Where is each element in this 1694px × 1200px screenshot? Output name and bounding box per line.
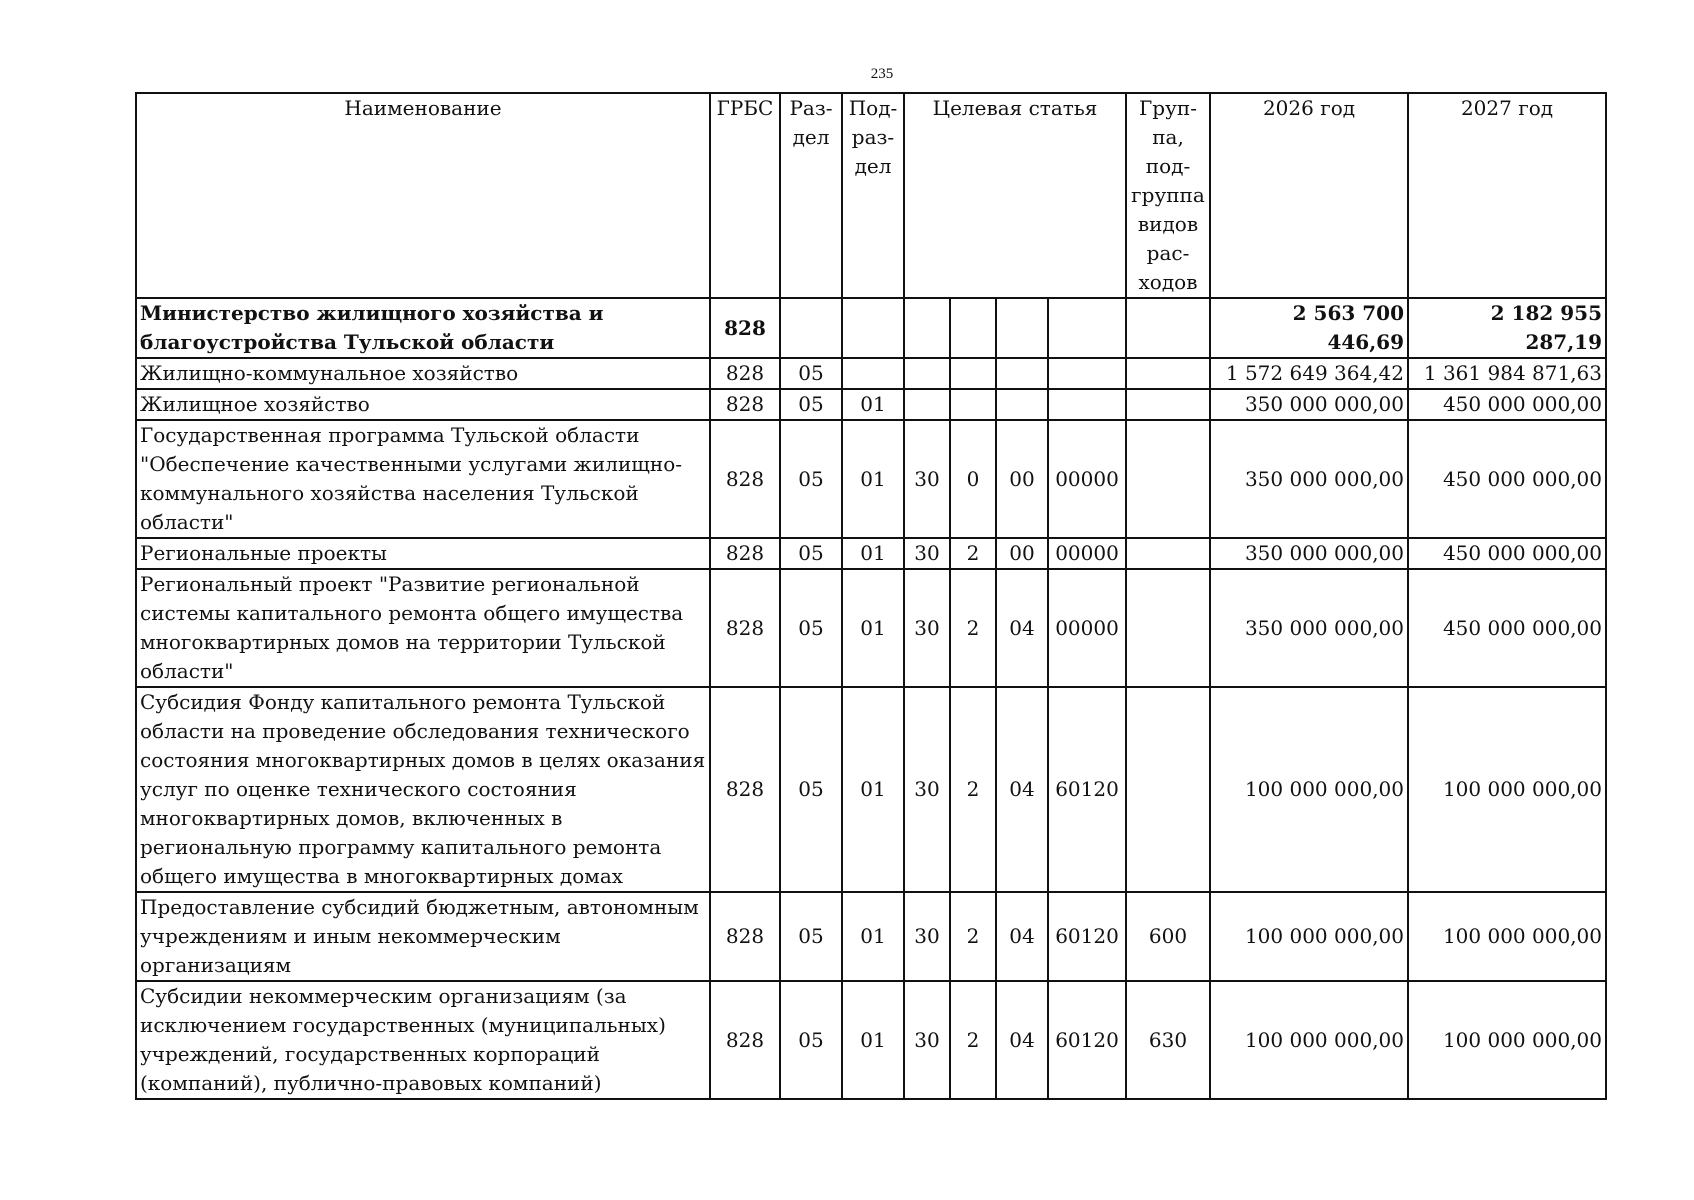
cell-razdel bbox=[780, 298, 842, 358]
cell-2026: 1 572 649 364,42 bbox=[1210, 358, 1408, 389]
cell-target-type bbox=[950, 389, 996, 420]
budget-table bbox=[135, 92, 1607, 1100]
cell-2027: 450 000 000,00 bbox=[1408, 420, 1606, 538]
cell-name: Жилищное хозяйство bbox=[136, 389, 710, 420]
cell-target-direction bbox=[1048, 389, 1126, 420]
cell-podrazdel: 01 bbox=[842, 389, 904, 420]
cell-target-structure: 04 bbox=[996, 569, 1048, 687]
cell-target-type: 2 bbox=[950, 687, 996, 892]
cell-2027: 1 361 984 871,63 bbox=[1408, 358, 1606, 389]
cell-2027: 100 000 000,00 bbox=[1408, 981, 1606, 1099]
cell-target-program: 30 bbox=[904, 538, 950, 569]
header-group-line: па, под- bbox=[1145, 125, 1191, 178]
cell-target-direction: 00000 bbox=[1048, 569, 1126, 687]
cell-group: 600 bbox=[1126, 892, 1210, 981]
cell-grbs: 828 bbox=[710, 981, 780, 1099]
cell-group bbox=[1126, 420, 1210, 538]
header-group bbox=[1126, 93, 1210, 298]
cell-target-structure bbox=[996, 389, 1048, 420]
cell-razdel: 05 bbox=[780, 389, 842, 420]
cell-target-direction: 00000 bbox=[1048, 538, 1126, 569]
cell-target-program: 30 bbox=[904, 892, 950, 981]
cell-grbs: 828 bbox=[710, 358, 780, 389]
cell-target-structure bbox=[996, 298, 1048, 358]
cell-target-program: 30 bbox=[904, 569, 950, 687]
cell-target-type bbox=[950, 298, 996, 358]
cell-podrazdel: 01 bbox=[842, 420, 904, 538]
cell-podrazdel: 01 bbox=[842, 981, 904, 1099]
cell-2027: 450 000 000,00 bbox=[1408, 538, 1606, 569]
cell-target-direction bbox=[1048, 358, 1126, 389]
header-name: Наименование bbox=[136, 93, 710, 298]
cell-grbs: 828 bbox=[710, 389, 780, 420]
cell-target-direction bbox=[1048, 298, 1126, 358]
cell-grbs: 828 bbox=[710, 420, 780, 538]
cell-name: Субсидия Фонду капитального ремонта Тульской области на проведение обследования технического состояния многоквартирных домов в целях оказания услуг по оценке технического состояния многоквартирных домов, включенных в региональную программу капитального ремонта общего имущества в многоквартирных домах bbox=[136, 687, 710, 892]
cell-2026: 350 000 000,00 bbox=[1210, 420, 1408, 538]
cell-2027: 450 000 000,00 bbox=[1408, 569, 1606, 687]
cell-2026: 100 000 000,00 bbox=[1210, 892, 1408, 981]
cell-target-program bbox=[904, 389, 950, 420]
cell-group bbox=[1126, 358, 1210, 389]
cell-target-direction: 60120 bbox=[1048, 892, 1126, 981]
cell-grbs: 828 bbox=[710, 538, 780, 569]
table-row bbox=[136, 298, 1606, 358]
cell-razdel: 05 bbox=[780, 892, 842, 981]
cell-2026: 350 000 000,00 bbox=[1210, 569, 1408, 687]
cell-razdel: 05 bbox=[780, 420, 842, 538]
header-podrazdel-line: дел bbox=[854, 154, 892, 178]
cell-group bbox=[1126, 687, 1210, 892]
cell-target-structure: 04 bbox=[996, 892, 1048, 981]
cell-2026: 100 000 000,00 bbox=[1210, 981, 1408, 1099]
cell-name: Предоставление субсидий бюджетным, автономным учреждениям и иным некоммерческим организациям bbox=[136, 892, 710, 981]
table-row bbox=[136, 358, 1606, 389]
cell-target-type: 2 bbox=[950, 569, 996, 687]
cell-target-program: 30 bbox=[904, 420, 950, 538]
header-target: Целевая статья bbox=[904, 93, 1126, 298]
cell-name: Субсидии некоммерческим организациям (за исключением государственных (муниципальных) учреждений, государственных корпораций (компаний), публично-правовых компаний) bbox=[136, 981, 710, 1099]
cell-2026: 350 000 000,00 bbox=[1210, 538, 1408, 569]
cell-grbs: 828 bbox=[710, 892, 780, 981]
cell-podrazdel: 01 bbox=[842, 892, 904, 981]
header-group-line: видов bbox=[1137, 212, 1199, 236]
header-group-line: Груп- bbox=[1139, 96, 1197, 120]
cell-2026: 350 000 000,00 bbox=[1210, 389, 1408, 420]
table-row bbox=[136, 569, 1606, 687]
header-2027: 2027 год bbox=[1408, 93, 1606, 298]
table-row bbox=[136, 892, 1606, 981]
cell-target-type: 0 bbox=[950, 420, 996, 538]
cell-target-type: 2 bbox=[950, 892, 996, 981]
table-row bbox=[136, 538, 1606, 569]
cell-podrazdel: 01 bbox=[842, 687, 904, 892]
cell-podrazdel bbox=[842, 358, 904, 389]
cell-target-structure: 00 bbox=[996, 538, 1048, 569]
header-podrazdel-line: раз- bbox=[851, 125, 895, 149]
cell-name: Министерство жилищного хозяйства и благоустройства Тульской области bbox=[136, 298, 710, 358]
header-row bbox=[136, 93, 1606, 298]
cell-razdel: 05 bbox=[780, 569, 842, 687]
cell-2027: 450 000 000,00 bbox=[1408, 389, 1606, 420]
cell-target-direction: 00000 bbox=[1048, 420, 1126, 538]
cell-name: Региональный проект "Развитие региональной системы капитального ремонта общего имущества многоквартирных домов на территории Тульской области" bbox=[136, 569, 710, 687]
cell-group: 630 bbox=[1126, 981, 1210, 1099]
cell-razdel: 05 bbox=[780, 358, 842, 389]
header-podrazdel-line: Под- bbox=[848, 96, 898, 120]
header-grbs: ГРБС bbox=[710, 93, 780, 298]
cell-target-direction: 60120 bbox=[1048, 981, 1126, 1099]
header-razdel-line: дел bbox=[792, 125, 830, 149]
cell-grbs: 828 bbox=[710, 687, 780, 892]
cell-target-type: 2 bbox=[950, 981, 996, 1099]
cell-name: Государственная программа Тульской области "Обеспечение качественными услугами жилищно-коммунального хозяйства населения Тульской области" bbox=[136, 420, 710, 538]
cell-target-structure: 04 bbox=[996, 687, 1048, 892]
cell-2027: 2 182 955 287,19 bbox=[1408, 298, 1606, 358]
table-row bbox=[136, 687, 1606, 892]
cell-target-structure: 04 bbox=[996, 981, 1048, 1099]
cell-target-structure bbox=[996, 358, 1048, 389]
cell-target-type: 2 bbox=[950, 538, 996, 569]
cell-podrazdel: 01 bbox=[842, 538, 904, 569]
cell-2026: 2 563 700 446,69 bbox=[1210, 298, 1408, 358]
cell-2027: 100 000 000,00 bbox=[1408, 687, 1606, 892]
cell-target-structure: 00 bbox=[996, 420, 1048, 538]
cell-group bbox=[1126, 538, 1210, 569]
cell-name: Региональные проекты bbox=[136, 538, 710, 569]
table-row bbox=[136, 389, 1606, 420]
cell-2026: 100 000 000,00 bbox=[1210, 687, 1408, 892]
header-2026: 2026 год bbox=[1210, 93, 1408, 298]
cell-2027: 100 000 000,00 bbox=[1408, 892, 1606, 981]
table-row bbox=[136, 981, 1606, 1099]
cell-razdel: 05 bbox=[780, 538, 842, 569]
cell-podrazdel: 01 bbox=[842, 569, 904, 687]
cell-grbs: 828 bbox=[710, 298, 780, 358]
cell-target-program: 30 bbox=[904, 981, 950, 1099]
cell-grbs: 828 bbox=[710, 569, 780, 687]
header-podrazdel bbox=[842, 93, 904, 298]
cell-target-program bbox=[904, 298, 950, 358]
cell-razdel: 05 bbox=[780, 687, 842, 892]
cell-target-type bbox=[950, 358, 996, 389]
header-group-line: ходов bbox=[1138, 270, 1198, 294]
header-razdel bbox=[780, 93, 842, 298]
cell-razdel: 05 bbox=[780, 981, 842, 1099]
table-row bbox=[136, 420, 1606, 538]
page-number: 235 bbox=[870, 66, 894, 82]
header-razdel-line: Раз- bbox=[789, 96, 833, 120]
header-group-line: группа bbox=[1131, 183, 1205, 207]
cell-target-program: 30 bbox=[904, 687, 950, 892]
cell-group bbox=[1126, 569, 1210, 687]
cell-name: Жилищно-коммунальное хозяйство bbox=[136, 358, 710, 389]
cell-group bbox=[1126, 389, 1210, 420]
cell-target-program bbox=[904, 358, 950, 389]
header-group-line: рас- bbox=[1146, 241, 1190, 265]
cell-group bbox=[1126, 298, 1210, 358]
cell-podrazdel bbox=[842, 298, 904, 358]
cell-target-direction: 60120 bbox=[1048, 687, 1126, 892]
